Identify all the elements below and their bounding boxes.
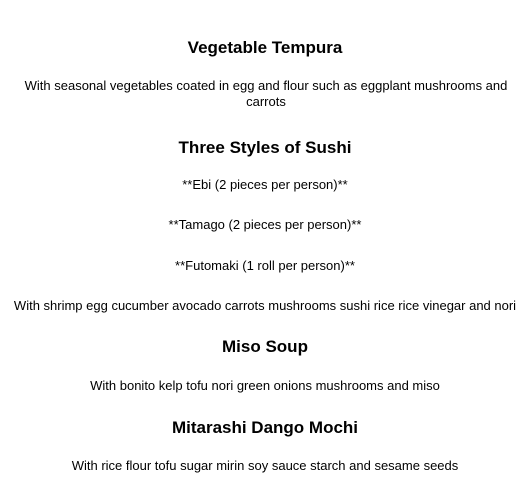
dish-description-three-styles-of-sushi: With shrimp egg cucumber avocado carrots mushrooms sushi rice rice vinegar and nori [13, 298, 517, 313]
dish-description-vegetable-tempura: With seasonal vegetables coated in egg and flour such as eggplant mushrooms and carrots [24, 78, 508, 109]
dish-title-three-styles-of-sushi: Three Styles of Sushi [178, 138, 352, 157]
dish-title-mitarashi-dango-mochi: Mitarashi Dango Mochi [171, 418, 359, 437]
sushi-item-futomaki: **Futomaki (1 roll per person)** [175, 258, 355, 273]
dish-description-mitarashi-dango-mochi: With rice flour tofu sugar mirin soy sauce starch and sesame seeds [71, 458, 459, 473]
sushi-item-tamago: **Tamago (2 pieces per person)** [168, 217, 362, 232]
sushi-item-ebi: **Ebi (2 pieces per person)** [182, 177, 348, 192]
dish-title-vegetable-tempura: Vegetable Tempura [187, 38, 343, 57]
dish-title-miso-soup: Miso Soup [222, 337, 308, 356]
dish-description-miso-soup: With bonito kelp tofu nori green onions mushrooms and miso [90, 378, 440, 393]
